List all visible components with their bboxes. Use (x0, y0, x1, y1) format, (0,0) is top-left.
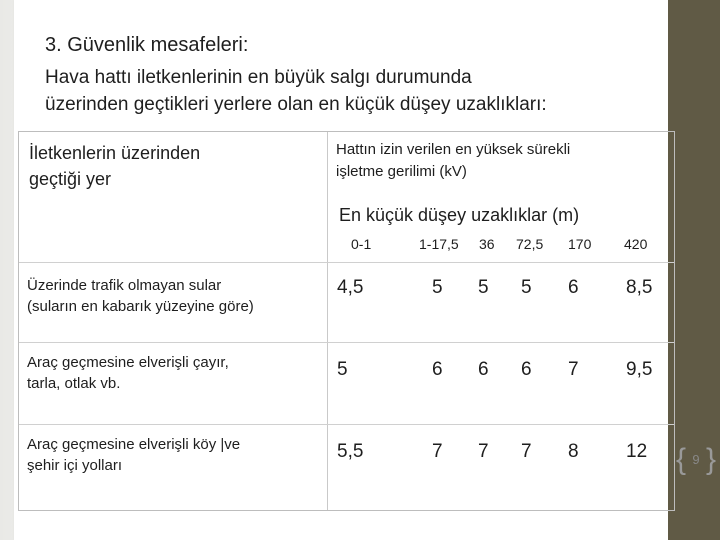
table-row-label (27, 275, 254, 317)
table-cell: 8 (568, 441, 579, 462)
table-cell: 8,5 (626, 277, 653, 298)
column-divider (327, 132, 328, 510)
header-voltage-line-1: Hattın izin verilen en yüksek sürekli (336, 141, 571, 158)
slide-subtitle (45, 64, 547, 118)
row-divider (19, 424, 674, 425)
table-cell: 5 (478, 277, 489, 298)
row-divider (19, 262, 674, 263)
table-cell: 5 (432, 277, 443, 298)
table-cell: 7 (568, 359, 579, 380)
voltage-36: 36 (479, 236, 495, 252)
header-voltage (336, 139, 570, 183)
left-bracket-icon: { (676, 443, 687, 476)
row-label-line-1: Araç geçmesine elverişli köy |ve (27, 436, 241, 453)
header-voltage-line-2: işletme gerilimi (kV) (336, 163, 467, 180)
table-cell: 7 (521, 441, 532, 462)
clearance-table (18, 131, 675, 511)
page-number (676, 445, 716, 475)
header-location (29, 140, 200, 192)
header-location-line-2: geçtiği yer (29, 169, 112, 189)
slide-title: 3. Güvenlik mesafeleri: (45, 34, 249, 56)
row-label-line-2: (suların en kabarık yüzeyine göre) (27, 298, 254, 315)
table-cell: 5 (337, 359, 348, 380)
row-divider (19, 342, 674, 343)
right-bracket-icon: } (705, 443, 716, 476)
page-number-text: 9 (692, 452, 700, 467)
header-location-line-1: İletkenlerin üzerinden (29, 143, 201, 163)
table-cell: 6 (521, 359, 532, 380)
row-label-line-1: Üzerinde trafik olmayan sular (27, 277, 222, 294)
table-cell: 6 (478, 359, 489, 380)
table-cell: 4,5 (337, 277, 364, 298)
table-cell: 7 (432, 441, 443, 462)
subtitle-line-2: üzerinden geçtikleri yerlere olan en küçük düşey uzaklıkları: (45, 94, 547, 115)
table-cell: 12 (626, 441, 648, 462)
voltage-170: 170 (568, 236, 592, 252)
voltage-72-5: 72,5 (516, 236, 544, 252)
subtitle-line-1: Hava hattı iletkenlerinin en büyük salgı durumunda (45, 67, 472, 88)
table-cell: 9,5 (626, 359, 653, 380)
header-min-distance: En küçük düşey uzaklıklar (m) (339, 205, 580, 225)
table-row-label (27, 434, 240, 476)
voltage-420: 420 (624, 236, 648, 252)
table-cell: 6 (568, 277, 579, 298)
voltage-1-17-5: 1-17,5 (419, 236, 459, 252)
row-label-line-1: Araç geçmesine elverişli çayır, (27, 354, 229, 371)
table-row-label (27, 352, 229, 394)
table-cell: 5,5 (337, 441, 364, 462)
table-cell: 7 (478, 441, 489, 462)
row-label-line-2: tarla, otlak vb. (27, 375, 121, 392)
table-cell: 6 (432, 359, 443, 380)
table-cell: 5 (521, 277, 532, 298)
row-label-line-2: şehir içi yolları (27, 457, 123, 474)
voltage-0-1: 0-1 (351, 236, 372, 252)
